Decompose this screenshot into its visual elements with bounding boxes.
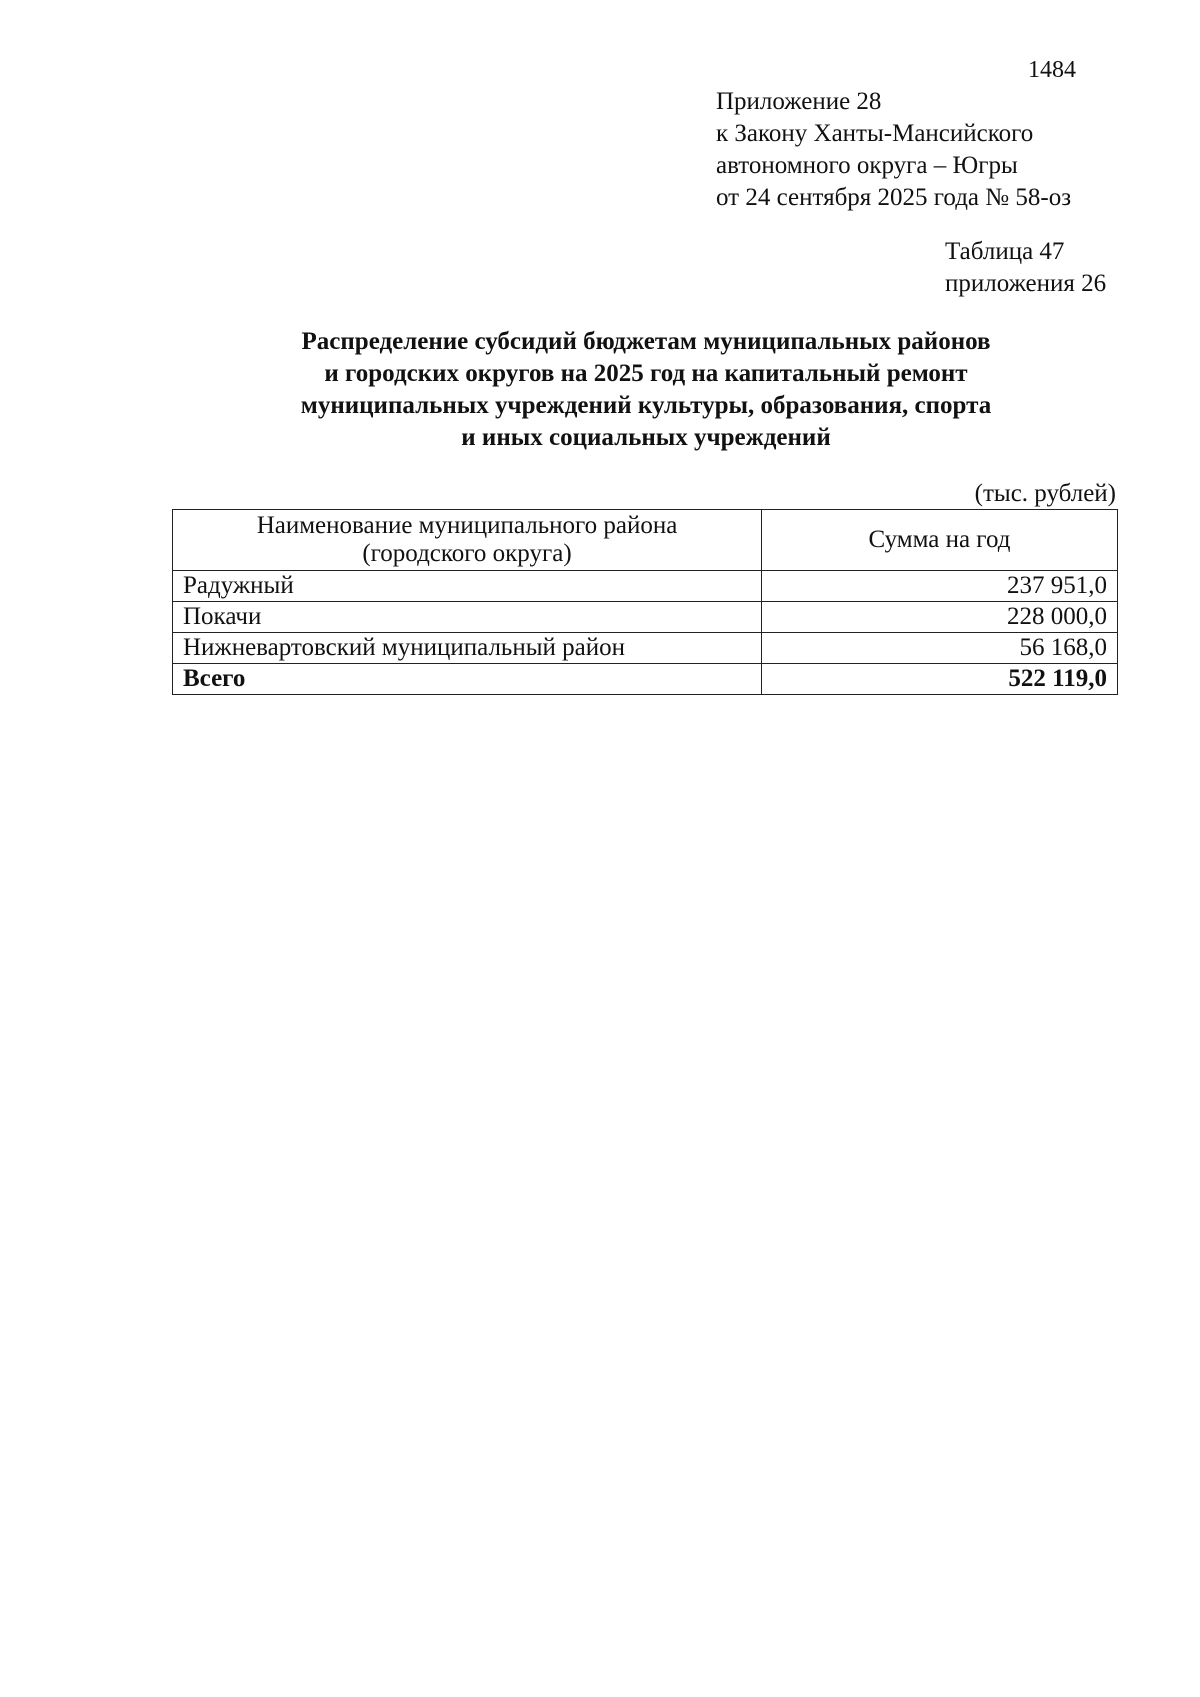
document-title (172, 326, 1120, 454)
appendix-line: Приложение 28 (716, 88, 882, 115)
title-line: муниципальных учреждений культуры, образования, спорта (300, 392, 992, 419)
table-row (173, 602, 1118, 633)
appendix-reference (716, 86, 1071, 214)
appendix-line: к Закону Ханты-Мансийского (716, 120, 1034, 147)
table-reference (945, 236, 1106, 300)
row-name: Покачи (173, 602, 762, 633)
row-amount: 56 168,0 (762, 633, 1118, 664)
title-line: и иных социальных учреждений (461, 424, 831, 451)
table-ref-line: Таблица 47 (945, 238, 1065, 265)
header-name-line1: Наименование муниципального района (256, 512, 678, 539)
page-number: 1484 (1028, 57, 1076, 83)
header-name-line2: (городского округа) (362, 540, 572, 567)
row-name: Нижневартовский муниципальный район (173, 633, 762, 664)
units-label: (тыс. рублей) (974, 480, 1116, 507)
appendix-line: от 24 сентября 2025 года № 58-оз (716, 184, 1072, 211)
appendix-line: автономного округа – Югры (716, 152, 1018, 179)
title-line: и городских округов на 2025 год на капитальный ремонт (324, 360, 968, 387)
table-row (173, 571, 1118, 602)
subsidy-table (172, 509, 1118, 695)
title-line: Распределение субсидий бюджетам муниципальных районов (301, 328, 991, 355)
row-amount: 237 951,0 (762, 571, 1118, 602)
row-amount: 228 000,0 (762, 602, 1118, 633)
table-ref-line: приложения 26 (945, 270, 1107, 297)
row-name: Радужный (173, 571, 762, 602)
header-name (173, 510, 762, 571)
table-header-row (173, 510, 1118, 571)
total-amount: 522 119,0 (762, 664, 1118, 695)
table-row (173, 633, 1118, 664)
header-amount: Сумма на год (762, 510, 1118, 571)
total-label: Всего (173, 664, 762, 695)
total-row (173, 664, 1118, 695)
